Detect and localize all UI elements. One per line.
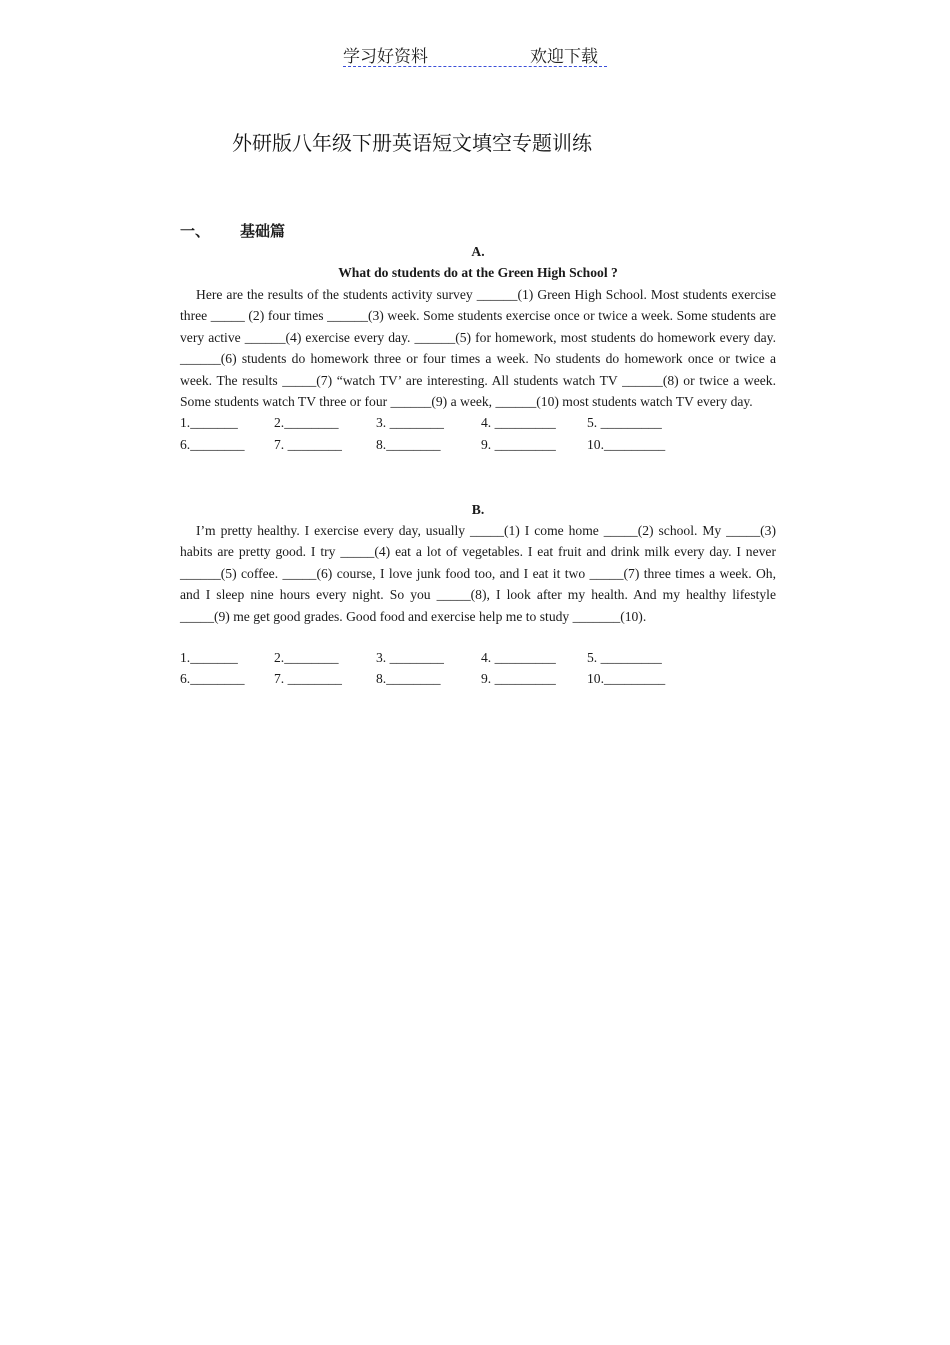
answer-blank: 5. _________ — [587, 415, 662, 431]
answer-blank: 5. _________ — [587, 650, 662, 666]
part-a-passage: Here are the results of the students activity survey ______(1) Green High School. Most students exercise three _____ (2) four times ______(3) week. Some students exercise once or twice a week. Some students are very active ______(4) exercise every day. ______(5) for homework, most students do homework every day. ______(6) students do homework three or four times a week. No students do homework once or twice a week. The results _____(7) “watch TV’ are interesting. All students watch TV ______(8) or twice a week. Some students watch TV three or four ______(9) a week, ______(10) most students watch TV every day. — [180, 287, 776, 410]
header-right-text: 欢迎下载 — [530, 47, 598, 67]
answer-blank: 6.________ — [180, 436, 245, 452]
answer-blank: 4. _________ — [481, 650, 556, 666]
answer-blank: 2.________ — [274, 415, 339, 431]
answer-blank: 1._______ — [180, 650, 238, 666]
section-number: 一、 — [180, 222, 211, 240]
answer-blank: 10._________ — [587, 436, 666, 452]
answer-blank: 7. ________ — [274, 671, 342, 687]
part-b-label: B. — [471, 502, 485, 517]
document-title: 外研版八年级下册英语短文填空专题训练 — [232, 131, 592, 155]
section-label: 基础篇 — [240, 222, 286, 240]
answer-blank: 1._______ — [180, 415, 238, 431]
answer-blank: 3. ________ — [376, 415, 444, 431]
part-a-title: What do students do at the Green High School ? — [338, 265, 618, 280]
answer-blank: 9. _________ — [481, 436, 556, 452]
answer-blank: 8.________ — [376, 671, 441, 687]
answer-blank: 9. _________ — [481, 671, 556, 687]
answer-blank: 8.________ — [376, 436, 441, 452]
answer-blank: 6.________ — [180, 671, 245, 687]
header-left-text: 学习好资料 — [343, 47, 428, 67]
part-b-answer-blanks — [180, 647, 776, 690]
part-b-passage: I’m pretty healthy. I exercise every day, usually _____(1) I come home _____(2) school. My _____(3) habits are pretty good. I try _____(4) eat a lot of vegetables. I eat fruit and drink milk every day. I never ______(5) coffee. _____(6) course, I love junk food too, and I eat it two _____(7) three times a week. Oh, and I sleep nine hours every night. So you _____(8), I look after my health. And my healthy lifestyle _____(9) me get good grades. Good food and exercise help me to study _______(10). — [180, 523, 776, 624]
answer-blank: 7. ________ — [274, 436, 342, 452]
answer-blank: 10._________ — [587, 671, 666, 687]
part-a — [180, 242, 776, 455]
part-b — [180, 500, 776, 690]
answer-blank: 2.________ — [274, 650, 339, 666]
part-a-answer-blanks — [180, 412, 776, 455]
answer-blank: 4. _________ — [481, 415, 556, 431]
page-header — [343, 40, 607, 67]
part-a-label: A. — [471, 244, 485, 259]
answer-blank: 3. ________ — [376, 650, 444, 666]
section-heading — [180, 220, 285, 241]
